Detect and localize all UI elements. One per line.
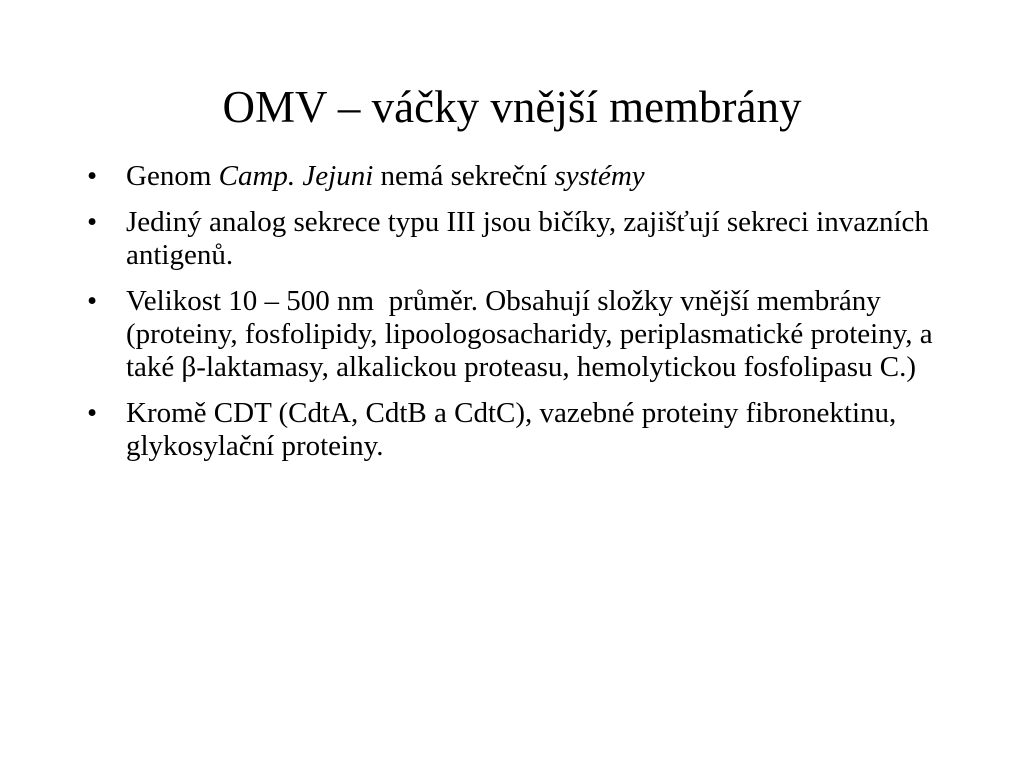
bullet-1-text-a: Genom: [126, 160, 219, 192]
bullet-marker-1: •: [87, 160, 98, 192]
bullet-list: [84, 160, 964, 476]
bullet-item-2: [84, 206, 964, 272]
bullet-3-text: Velikost 10 – 500 nm průměr. Obsahují složky vnější membrány (proteiny, fosfolipidy, lipoologosacharidy, periplasmatické proteiny, a také β-laktamasy, alkalickou proteasu, hemolytickou fosfolipasu C.): [126, 285, 940, 383]
bullet-marker-4: •: [87, 397, 98, 429]
bullet-1-italic-systems: systémy: [554, 160, 645, 192]
bullet-4-text: Kromě CDT (CdtA, CdtB a CdtC), vazebné proteiny fibronektinu, glykosylační proteiny.: [126, 397, 897, 462]
bullet-1-text-b: nemá sekreční: [373, 160, 555, 192]
bullet-item-3: [84, 285, 964, 384]
bullet-marker-3: •: [87, 285, 98, 317]
bullet-2-text: Jediný analog sekrece typu III jsou bičíky, zajišťují sekreci invazních antigenů.: [126, 206, 929, 271]
bullet-marker-2: •: [87, 206, 98, 238]
bullet-1-italic-species: Camp. Jejuni: [218, 160, 374, 192]
bullet-item-1: [84, 160, 964, 193]
bullet-item-4: [84, 397, 964, 463]
slide-title: OMV – váčky vnější membrány: [222, 82, 802, 132]
